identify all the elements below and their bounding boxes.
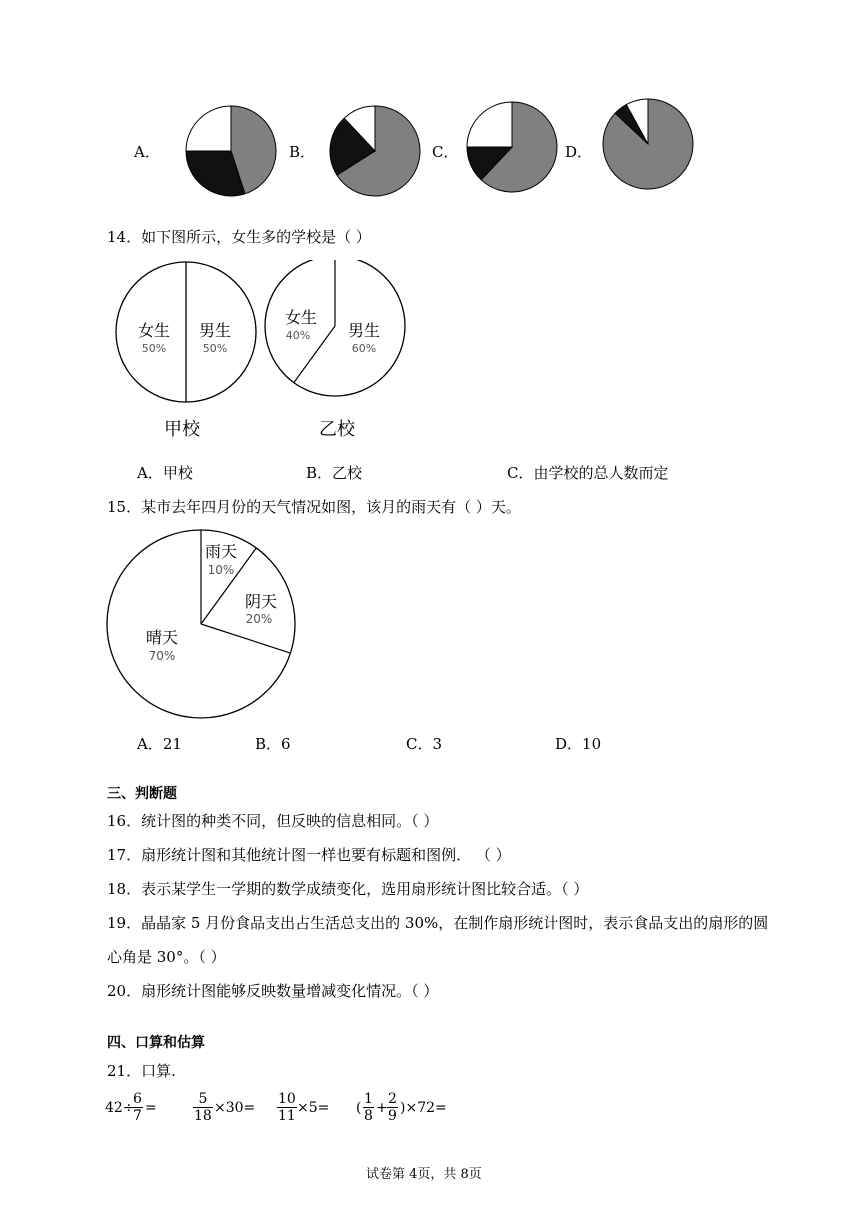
section-4-title: 四、口算和估算 [107,1035,205,1051]
q13-option-d-pie [601,97,695,191]
slice-label-girls: 女生 [284,308,318,327]
expr4-plus: + [376,1100,388,1116]
slice-label-boys: 男生 [347,321,381,340]
slice-label-cloudy: 阴天 [244,592,278,611]
expr2-fraction [193,1091,213,1124]
expr2-suffix: ×30= [214,1100,256,1116]
slice-pct-cloudy: 20% [245,612,273,626]
fraction-numerator: 1 [364,1091,373,1107]
q13-option-a-pie [184,104,278,198]
q14-option-a: A．甲校 [137,464,193,482]
q15-option-d: D．10 [555,735,602,753]
q14-stem: 14．如下图所示，女生多的学校是（ ） [107,228,371,246]
fraction-numerator: 10 [278,1091,296,1107]
slice-pct-rain: 10% [207,563,235,577]
pie-slice-white [467,102,512,147]
q20: 20．扇形统计图能够反映数量增减变化情况。（ ） [107,982,439,1000]
q14-option-b: B．乙校 [306,464,363,482]
fraction-denominator: 7 [133,1108,142,1124]
section-3-title: 三、判断题 [107,786,177,802]
q17: 17．扇形统计图和其他统计图一样也要有标题和图例． （ ） [107,846,511,864]
pie-slice-white [186,106,231,151]
slice-label-sunny: 晴天 [145,628,179,647]
q21: 21．口算. [107,1062,176,1080]
q13-option-b-pie [328,104,422,198]
chart-title: 乙校 [319,419,355,440]
q14-chart-yi [265,260,405,440]
expr4-suffix: )×72= [400,1100,447,1116]
expr4-open-paren: ( [356,1100,362,1116]
q13-option-b-letter: B． [289,143,316,161]
expr3-suffix: ×5= [297,1100,330,1116]
q14-option-c: C．由学校的总人数而定 [507,464,669,482]
expr4-fraction-a [363,1091,374,1124]
expr1-prefix: 42÷ [105,1100,135,1116]
q15-option-a: A．21 [137,735,182,753]
slice-label-rain: 雨天 [204,542,238,561]
q13-option-a-letter: A． [134,143,160,161]
fraction-denominator: 11 [278,1108,296,1124]
q16: 16．统计图的种类不同，但反映的信息相同。（ ） [107,812,439,830]
slice-pct-girls: 40% [285,329,311,342]
q14-chart-jia [116,262,256,440]
q19-line2: 心角是 30°。（ ） [107,948,226,966]
page-footer: 试卷第 4页，共 8页 [366,1167,482,1182]
chart-title: 甲校 [164,419,200,440]
q19-line1: 19．晶晶家 5 月份食品支出占生活总支出的 30%，在制作扇形统计图时，表示食品支出的扇形的圆 [107,914,769,932]
q13-option-c-letter: C． [432,143,459,161]
slice-label-boys: 男生 [198,321,232,340]
q15-option-c: C．3 [406,735,443,753]
fraction-numerator: 5 [193,1091,213,1108]
q15-chart [104,528,298,722]
q15-option-b: B．6 [255,735,291,753]
fraction-denominator: 18 [194,1108,212,1124]
q13-option-c-pie [465,100,559,194]
expr1-suffix: = [145,1100,157,1116]
expr4-fraction-b [387,1091,398,1124]
fraction-numerator: 2 [388,1091,397,1107]
slice-pct-boys: 50% [202,342,228,355]
slice-pct-boys: 60% [351,342,377,355]
fraction-numerator: 6 [133,1091,142,1107]
expr3-fraction [277,1091,297,1124]
expr1-fraction [132,1091,143,1124]
slice-label-girls: 女生 [137,321,171,340]
q13-option-d-letter: D． [565,143,593,161]
slice-pct-girls: 50% [141,342,167,355]
q18: 18．表示某学生一学期的数学成绩变化，选用扇形统计图比较合适。（ ） [107,880,589,898]
fraction-denominator: 9 [388,1108,397,1124]
q14-charts [114,260,414,440]
q15-stem: 15．某市去年四月份的天气情况如图，该月的雨天有（ ）天。 [107,498,521,516]
slice-pct-sunny: 70% [148,649,176,663]
fraction-denominator: 8 [364,1108,373,1124]
